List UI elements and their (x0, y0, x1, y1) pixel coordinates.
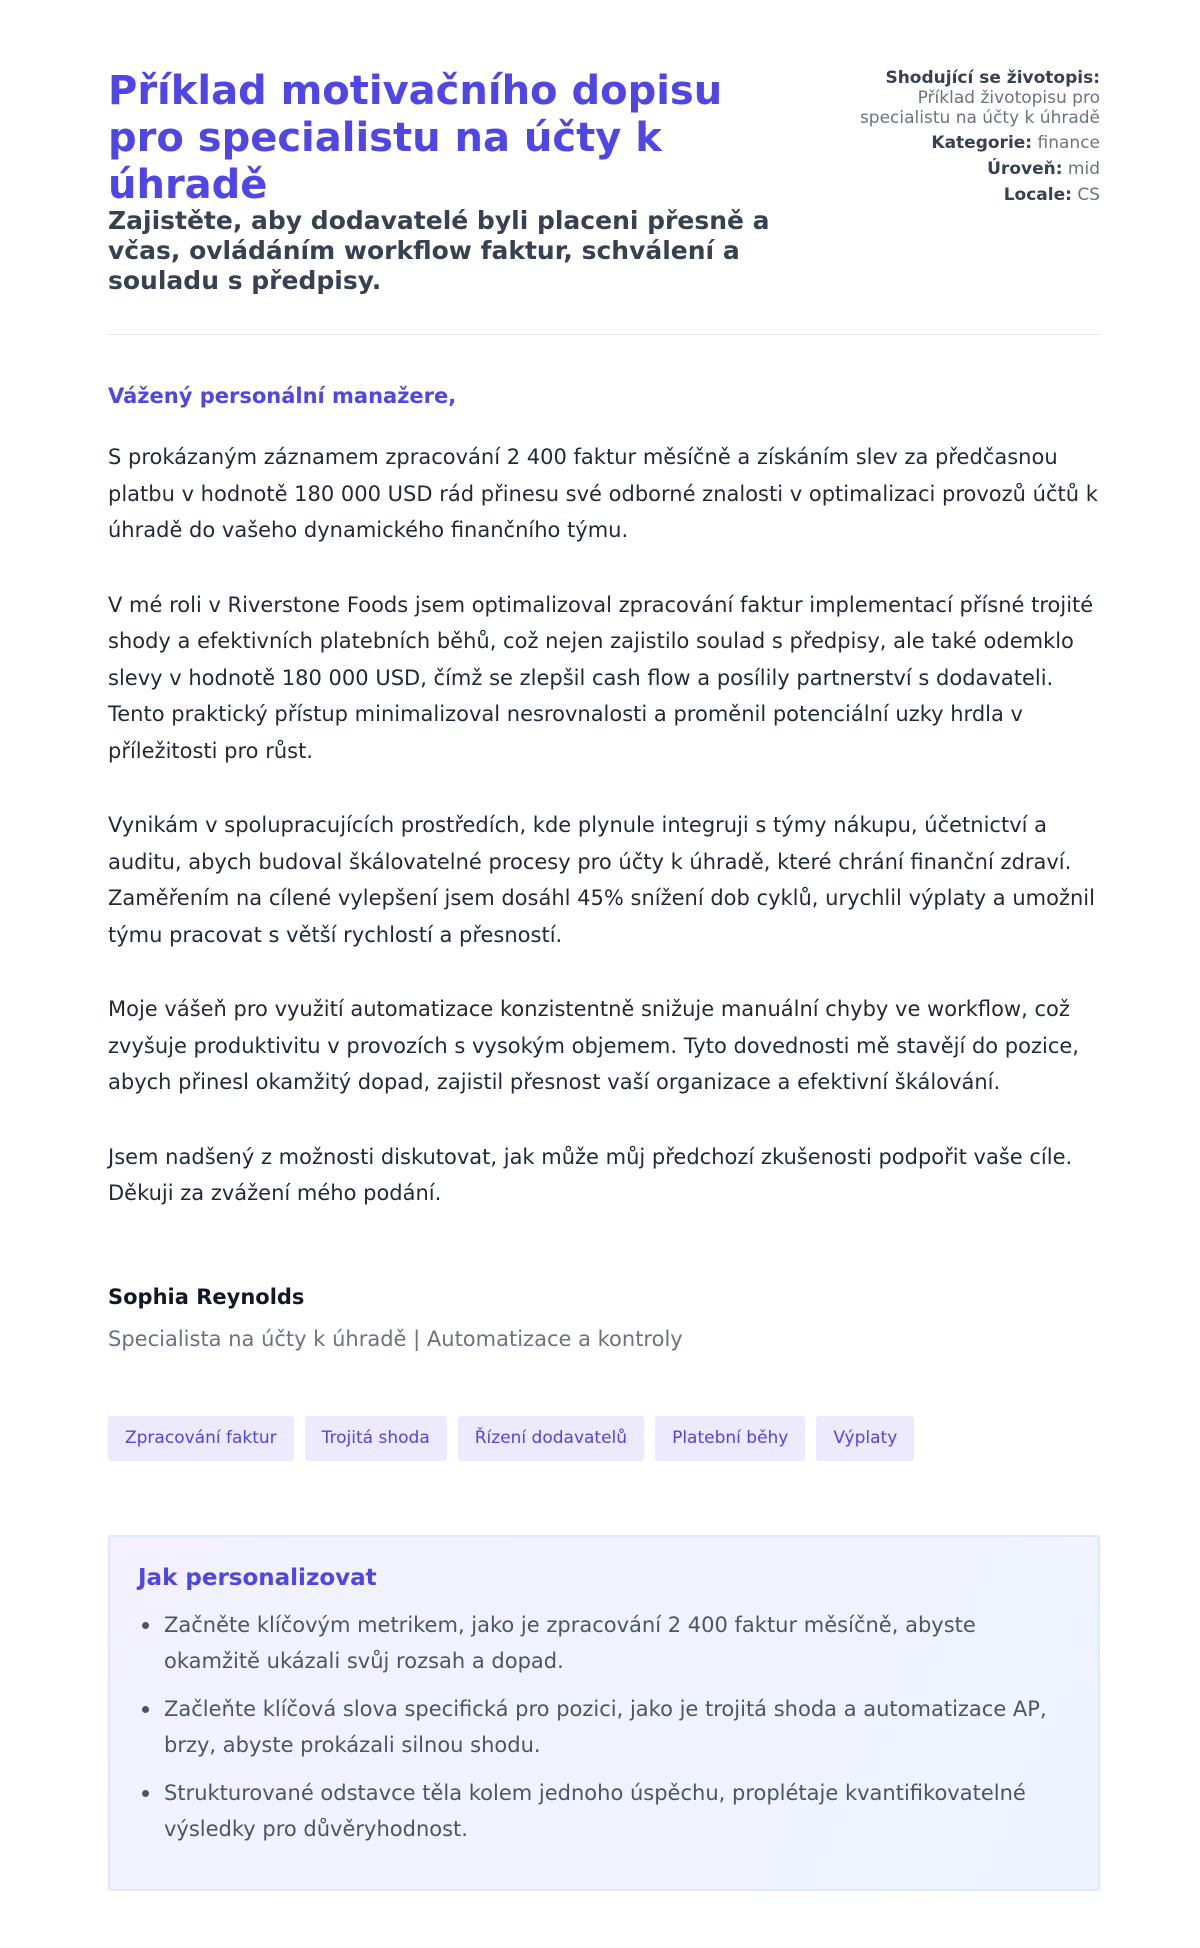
signature-block (108, 1283, 683, 1353)
personalize-tips-box (108, 1535, 1100, 1891)
meta-level-value: mid (1067, 159, 1100, 179)
meta-locale-value: CS (1077, 185, 1100, 205)
skill-tag: Výplaty (816, 1416, 914, 1461)
skill-tags (108, 1416, 914, 1461)
skill-tag: Platební běhy (655, 1416, 805, 1461)
letter-paragraph: Vynikám v spolupracujících prostředích, kde plynule integruji s týmy nákupu, účetnictví a auditu, abych budoval škálovatelné procesy pro účty k úhradě, které chrání finanční zdraví. Zaměřením na cílené vylepšení jsem dosáhl 45% snížení dob cyklů, urychlil výplaty a umožnil týmu pracovat s větší rychlostí a přesností. (108, 813, 1095, 947)
tips-title: Jak personalizovat (138, 1565, 377, 1591)
meta-locale-label: Locale: (1003, 185, 1072, 205)
meta-level (800, 159, 1100, 179)
skill-tag: Řízení dodavatelů (458, 1416, 644, 1461)
meta-locale (800, 185, 1100, 205)
tips-list (138, 1607, 1070, 1847)
signature-name: Sophia Reynolds (108, 1285, 305, 1309)
tips-item: Strukturované odstavce těla kolem jednoho úspěchu, proplétaje kvantifikovatelné výsledky pro důvěryhodnost. (138, 1775, 1070, 1847)
page-header (108, 0, 1100, 335)
tips-item: Začněte klíčovým metrikem, jako je zpracování 2 400 faktur měsíčně, abyste okamžitě ukázali svůj rozsah a dopad. (138, 1607, 1070, 1679)
meta-category-value: finance (1037, 133, 1100, 153)
tips-item: Začleňte klíčová slova specifická pro pozici, jako je trojitá shoda a automatizace AP, brzy, abyste prokázali silnou shodu. (138, 1691, 1070, 1763)
letter-paragraph: S prokázaným záznamem zpracování 2 400 faktur měsíčně a získáním slev za předčasnou platbu v hodnotě 180 000 USD rád přinesu své odborné znalosti v optimalizaci provozů účtů k úhradě do vašeho dynamického finančního týmu. (108, 445, 1098, 542)
skill-tag: Trojitá shoda (305, 1416, 447, 1461)
meta-panel (800, 68, 1100, 211)
letter-body (108, 384, 1100, 1212)
letter-paragraph: Moje vášeň pro využití automatizace konzistentně snižuje manuální chyby ve workflow, což zvyšuje produktivitu v provozích s vysokým objemem. Tyto dovednosti mě stavějí do pozice, abych přinesl okamžitý dopad, zajistil přesnost vaší organizace a efektivní škálování. (108, 997, 1079, 1094)
meta-category-label: Kategorie: (931, 133, 1033, 153)
skill-tag: Zpracování faktur (108, 1416, 294, 1461)
meta-category (800, 133, 1100, 153)
meta-resume (800, 68, 1100, 128)
meta-resume-link[interactable]: Příklad životopisu pro specialistu na účty k úhradě (859, 88, 1100, 128)
cover-letter-page (108, 0, 1100, 1841)
meta-resume-label: Shodující se životopis: (885, 68, 1100, 88)
letter-paragraph: Jsem nadšený z možnosti diskutovat, jak může můj předchozí zkušenosti podpořit vaše cíle. Děkuji za zvážení mého podání. (108, 1144, 1073, 1205)
signature-role: Specialista na účty k úhradě | Automatizace a kontroly (108, 1327, 683, 1351)
meta-level-label: Úroveň: (987, 159, 1063, 179)
page-title: Příklad motivačního dopisu pro specialistu na účty k úhradě (108, 68, 723, 208)
letter-salutation: Vážený personální manažere, (108, 384, 457, 408)
page-subtitle: Zajistěte, aby dodavatelé byli placeni přesně a včas, ovládáním workflow faktur, schválení a souladu s předpisy. (108, 206, 770, 295)
letter-paragraph: V mé roli v Riverstone Foods jsem optimalizoval zpracování faktur implementací přísné trojité shody a efektivních platebních běhů, což nejen zajistilo soulad s předpisy, ale také odemklo slevy v hodnotě 180 000 USD, čímž se zlepšil cash flow a posílily partnerství s dodavateli. Tento praktický přístup minimalizoval nesrovnalosti a proměnil potenciální uzky hrdla v příležitosti pro růst. (108, 592, 1094, 763)
